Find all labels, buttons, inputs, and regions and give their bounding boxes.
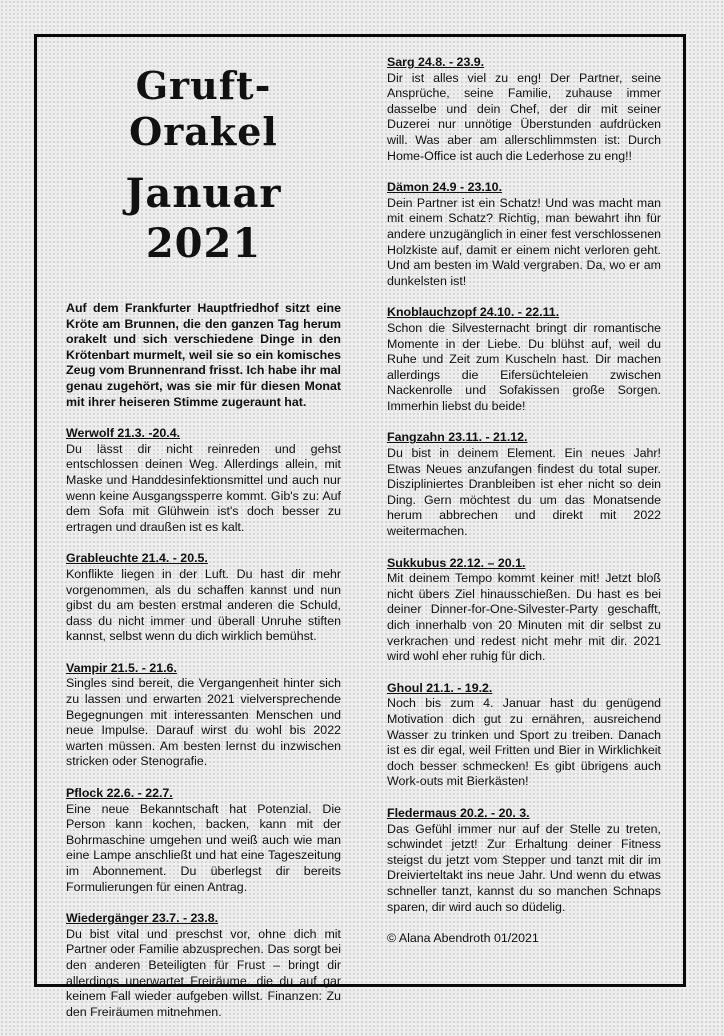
section-werwolf (66, 426, 341, 535)
section-text: Dein Partner ist ein Schatz! Und was macht man mit einem Schatz? Richtig, man bewahrt ihn für andere unzugänglich in einer fest verschlossenen Holzkiste auf, damit er einem nicht verloren geht. Und am besten im Wald vergraben. Da, wo er am dunkelsten ist! (387, 195, 661, 288)
section-daemon (387, 180, 661, 289)
section-grableuchte (66, 551, 341, 645)
section-fangzahn (387, 430, 661, 539)
section-text: Du bist in deinem Element. Ein neues Jahr! Etwas Neues anzufangen findest du total super. Diszipliniertes Dranbleiben ist eher nicht so dein Ding. Gern möchtest du um das Monatsende herum abbrechen und direkt mit 2022 weitermachen. (387, 446, 661, 539)
section-text: Eine neue Bekanntschaft hat Potenzial. Die Person kann kochen, backen, kann mit der Bohrmaschine umgehen und weiß auch wie man eine Lampe anschließt und hat eine Tageszeitung im Abonnement. Du überlegst dir bereits Formulierungen für einen Antrag. (66, 801, 341, 894)
section-heading: Knoblauchzopf 24.10. - 22.11. (387, 305, 560, 320)
section-wiedergaenger (66, 911, 341, 1020)
section-sarg (387, 55, 661, 164)
section-text: Du bist vital und preschst vor, ohne dich mit Partner oder Familie abzusprechen. Das sorgt bei den anderen Beteiligten für Frust – bringt dir allerdings unerwartet Freiräume, die du auf gar keinem Fall wieder aufgeben willst. Finanzen: Zu den Freiräumen mitnehmen. (66, 926, 341, 1019)
section-ghoul (387, 681, 661, 790)
section-knoblauchzopf (387, 305, 661, 414)
section-sukkubus (387, 556, 661, 665)
intro-text: Auf dem Frankfurter Hauptfriedhof sitzt eine Kröte am Brunnen, die den ganzen Tag herum orakelt und sich verschiedene Dinge in den Krötenbart murmelt, weil sie so ein komisches Zeug vom Brunnenrand frisst. Ich habe ihr mal genau zugehört, was sie mir für diesen Monat mit ihrer heiseren Stimme zugeraunt hat. (66, 301, 341, 409)
section-heading: Vampir 21.5. - 21.6. (66, 660, 177, 675)
section-heading: Sukkubus 22.12. – 20.1. (387, 555, 526, 570)
copyright-notice: © Alana Abendroth 01/2021 (387, 931, 539, 946)
section-vampir (66, 661, 341, 770)
section-text: Schon die Silvesternacht bringt dir romantische Momente in der Liebe. Du blühst auf, weil du Ruhe und Zeit zum Kuscheln hast. Dir machen allerdings die Eifersüchteleien zwischen Nackenrolle und Sofakissen große Sorgen. Immerhin liebst du beide! (387, 320, 661, 413)
section-text: Das Gefühl immer nur auf der Stelle zu treten, schwindet jetzt! Zur Erhaltung deiner Fitness steigst du jetzt vom Stepper und tanzt mit dir im Dreivierteltakt ins neue Jahr. Und wenn du etwas schneller tanzt, kannst du so manchen Schnaps sparen, dir wird auch so düdelig. (387, 821, 661, 914)
section-heading: Fledermaus 20.2. - 20. 3. (387, 805, 530, 820)
section-text: Noch bis zum 4. Januar hast du genügend Motivation dich gut zu ernähren, ausreichend Wasser zu trinken und Sport zu treiben. Danach ist es dir egal, weil Fritten und Bier in Wirklichkeit doch besser schmecken! Es gibt übrigens auch Work-outs mit Bierkästen! (387, 696, 661, 789)
section-heading: Dämon 24.9 - 23.10. (387, 180, 503, 195)
section-text: Dir ist alles viel zu eng! Der Partner, seine Ansprüche, seine Familie, zuhause immer dasselbe und dein Chef, der dir mit seiner Duzerei nur unnötige Überstunden aufdrücken will. Was aber am allerschlimmsten ist: Durch Home-Office ist auch die Lederhose zu eng!! (387, 70, 661, 163)
section-fledermaus (387, 806, 661, 915)
section-pflock (66, 786, 341, 895)
section-text: Du lässt dir nicht reinreden und gehst entschlossen deinen Weg. Allerdings allein, mit Maske und Handdesinfektionsmittel und auch nur wenn keine Ausgangssperre kommt. Gib's zu: Auf dem Sofa mit Glühwein ist's doch besser zu ertragen und draußen ist es kalt. (66, 441, 341, 534)
right-column (387, 55, 661, 947)
page-frame (34, 34, 686, 1019)
section-heading: Pflock 22.6. - 22.7. (66, 786, 173, 801)
section-text: Konflikte liegen in der Luft. Du hast dir mehr vorgenommen, als du schaffen kannst und nun gibst du am besten erstmal anderen die Schuld, dass du nicht immer und überall Unruhe stiften kannst, selbst wenn du dich wirklich bemühst. (66, 566, 341, 644)
section-heading: Wiedergänger 23.7. - 23.8. (66, 911, 219, 926)
section-heading: Grableuchte 21.4. - 20.5. (66, 551, 208, 566)
left-column (66, 57, 341, 1036)
section-heading: Sarg 24.8. - 23.9. (387, 55, 485, 69)
page-subtitle: Januar 2021 (125, 170, 282, 267)
section-heading: Fangzahn 23.11. - 21.12. (387, 430, 528, 445)
section-text: Mit deinem Tempo kommt keiner mit! Jetzt bloß nicht übers Ziel hinausschießen. Du hast es bei deiner Dinner-for-One-Silvester-Party geschafft, dich innerhalb von 20 Minuten mit dir selbst zu verkrachen und redest nicht mehr mit dir. 2021 wird wohl eher ruhig für dich. (387, 571, 661, 664)
page-title: Gruft-Orakel (129, 63, 278, 154)
section-text: Singles sind bereit, die Vergangenheit hinter sich zu lassen und erwarten 2021 vielversprechende Begegnungen mit interessanten Menschen und neue Impulse. Darauf wirst du wohl bis 2022 warten müssen. Am besten lernst du inzwischen stricken oder Stenografie. (66, 676, 341, 769)
section-heading: Ghoul 21.1. - 19.2. (387, 680, 493, 695)
section-heading: Werwolf 21.3. -20.4. (66, 426, 181, 441)
